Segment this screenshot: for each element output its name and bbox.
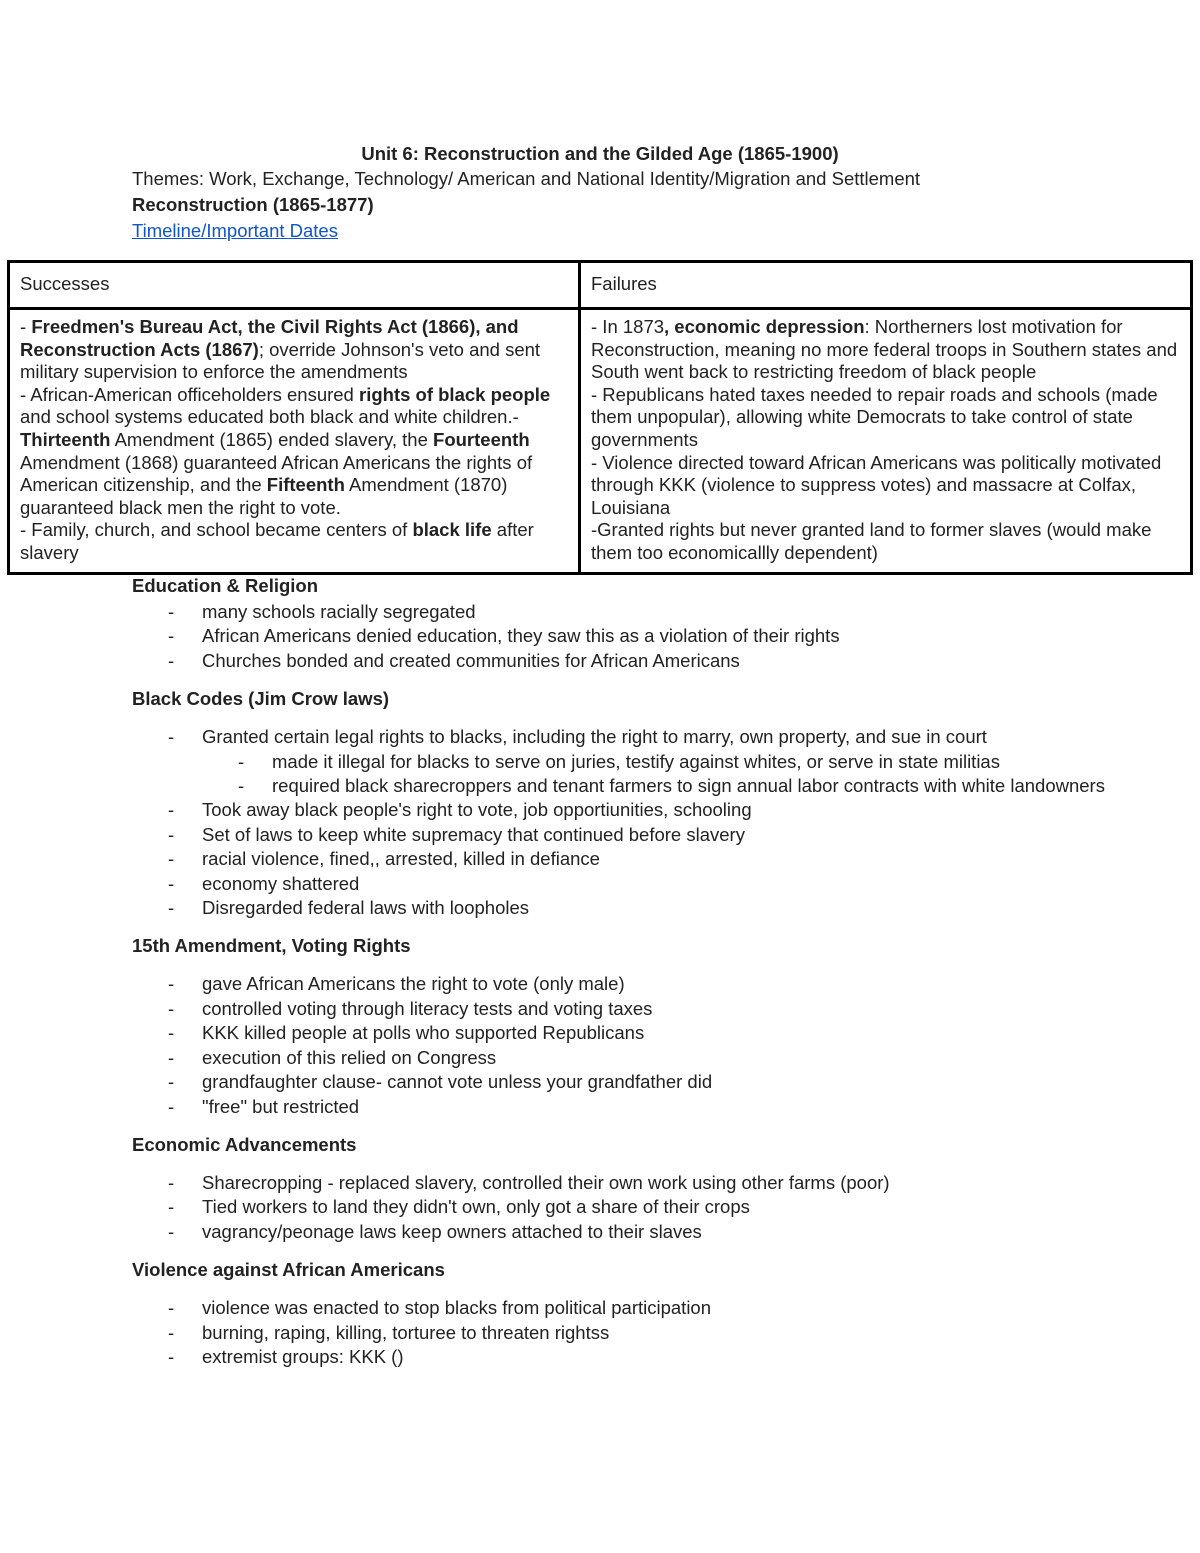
themes-line: Themes: Work, Exchange, Technology/ American and National Identity/Migration and Settlement bbox=[132, 168, 921, 189]
sub-bullet-list bbox=[132, 750, 1132, 799]
list-item: - racial violence, fined,, arrested, killed in defiance bbox=[132, 847, 1132, 871]
failure-item: - In 1873, economic depression: Northerners lost motivation for Reconstruction, meaning no more federal troops in Southern states and South went back to restricting freedom of black people bbox=[591, 316, 1178, 383]
list-item: - execution of this relied on Congress bbox=[132, 1046, 1132, 1070]
list-item: - grandfaughter clause- cannot vote unless your grandfather did bbox=[132, 1070, 1132, 1094]
list-item: - gave African Americans the right to vote (only male) bbox=[132, 972, 1132, 996]
page-title: Unit 6: Reconstruction and the Gilded Age (1865-1900) bbox=[361, 143, 839, 164]
sub-list-item: - made it illegal for blacks to serve on juries, testify against whites, or serve in state militias bbox=[132, 750, 1132, 774]
bullet-list bbox=[132, 600, 1132, 673]
failure-item: - Violence directed toward African Americans was politically motivated through KKK (violence to suppress votes) and massacre at Colfax, Louisiana bbox=[591, 451, 1162, 518]
section-black-codes bbox=[132, 687, 1132, 920]
list-item: - vagrancy/peonage laws keep owners attached to their slaves bbox=[132, 1220, 1132, 1244]
list-item: - Tied workers to land they didn't own, only got a share of their crops bbox=[132, 1195, 1132, 1219]
list-item: - Sharecropping - replaced slavery, controlled their own work using other farms (poor) bbox=[132, 1171, 1132, 1195]
successes-failures-table bbox=[7, 260, 1193, 575]
failure-item: - Republicans hated taxes needed to repair roads and schools (made them unpopular), allowing white Democrats to take control of state governments bbox=[591, 383, 1158, 450]
list-item: - Set of laws to keep white supremacy that continued before slavery bbox=[132, 823, 1132, 847]
list-item: - African Americans denied education, they saw this as a violation of their rights bbox=[132, 624, 1132, 648]
success-item: - Freedmen's Bureau Act, the Civil Rights Act (1866), and Reconstruction Acts (1867); override Johnson's veto and sent military supervision to enforce the amendments bbox=[20, 316, 541, 383]
bullet-list bbox=[132, 972, 1132, 1118]
failures-cell bbox=[580, 309, 1192, 574]
list-item: - Took away black people's right to vote, job opportiunities, schooling bbox=[132, 798, 1132, 822]
failure-item: -Granted rights but never granted land to former slaves (would make them too economicallly dependent) bbox=[591, 519, 1152, 563]
section-economic bbox=[132, 1133, 1132, 1244]
list-item: - Disregarded federal laws with loopholes bbox=[132, 896, 1132, 920]
list-item: - burning, raping, killing, torturee to threaten rightss bbox=[132, 1321, 1132, 1345]
timeline-link[interactable]: Timeline/Important Dates bbox=[132, 220, 338, 241]
list-item: - Churches bonded and created communities for African Americans bbox=[132, 649, 1132, 673]
list-item: - KKK killed people at polls who supported Republicans bbox=[132, 1021, 1132, 1045]
sub-list-item: - required black sharecroppers and tenant farmers to sign annual labor contracts with white landowners bbox=[132, 774, 1132, 798]
success-item: - African-American officeholders ensured rights of black people and school systems educated both black and white children.- Thirteenth Amendment (1865) ended slavery, the Fourteenth Amendment (1868) guaranteed African Americans the rights of American citizenship, and the Fifteenth Amendment (1870) guaranteed black men the right to vote. bbox=[20, 383, 551, 518]
reconstruction-heading: Reconstruction (1865-1877) bbox=[132, 194, 374, 215]
bullet-list bbox=[132, 1296, 1132, 1369]
section-title: Economic Advancements bbox=[132, 1133, 357, 1155]
section-title: Violence against African Americans bbox=[132, 1259, 445, 1281]
list-item: - "free" but restricted bbox=[132, 1095, 1132, 1119]
section-education bbox=[132, 574, 1132, 673]
success-item: - Family, church, and school became centers of black life after slavery bbox=[20, 519, 534, 563]
list-item: - many schools racially segregated bbox=[132, 600, 1132, 624]
list-item: - controlled voting through literacy tests and voting taxes bbox=[132, 997, 1132, 1021]
section-title: Black Codes (Jim Crow laws) bbox=[132, 688, 390, 710]
list-item: - violence was enacted to stop blacks from political participation bbox=[132, 1296, 1132, 1320]
section-title: Education & Religion bbox=[132, 575, 319, 596]
bullet-list bbox=[132, 1171, 1132, 1244]
successes-header: Successes bbox=[9, 262, 580, 309]
successes-cell bbox=[9, 309, 580, 574]
section-title: 15th Amendment, Voting Rights bbox=[132, 935, 411, 957]
failures-header: Failures bbox=[580, 262, 1192, 309]
list-item: - Granted certain legal rights to blacks, including the right to marry, own property, and sue in court - made it illegal for blacks to serve on juries, testify against whites, or serve in state militias - required black sharecroppers and tenant farmers to sign annual labor contracts with white landowners bbox=[132, 725, 1132, 798]
list-item: - economy shattered bbox=[132, 872, 1132, 896]
section-violence bbox=[132, 1258, 1132, 1369]
bullet-list bbox=[132, 725, 1132, 920]
list-item: - extremist groups: KKK () bbox=[132, 1345, 1132, 1369]
notes-body bbox=[132, 574, 1132, 1383]
section-voting-rights bbox=[132, 934, 1132, 1118]
